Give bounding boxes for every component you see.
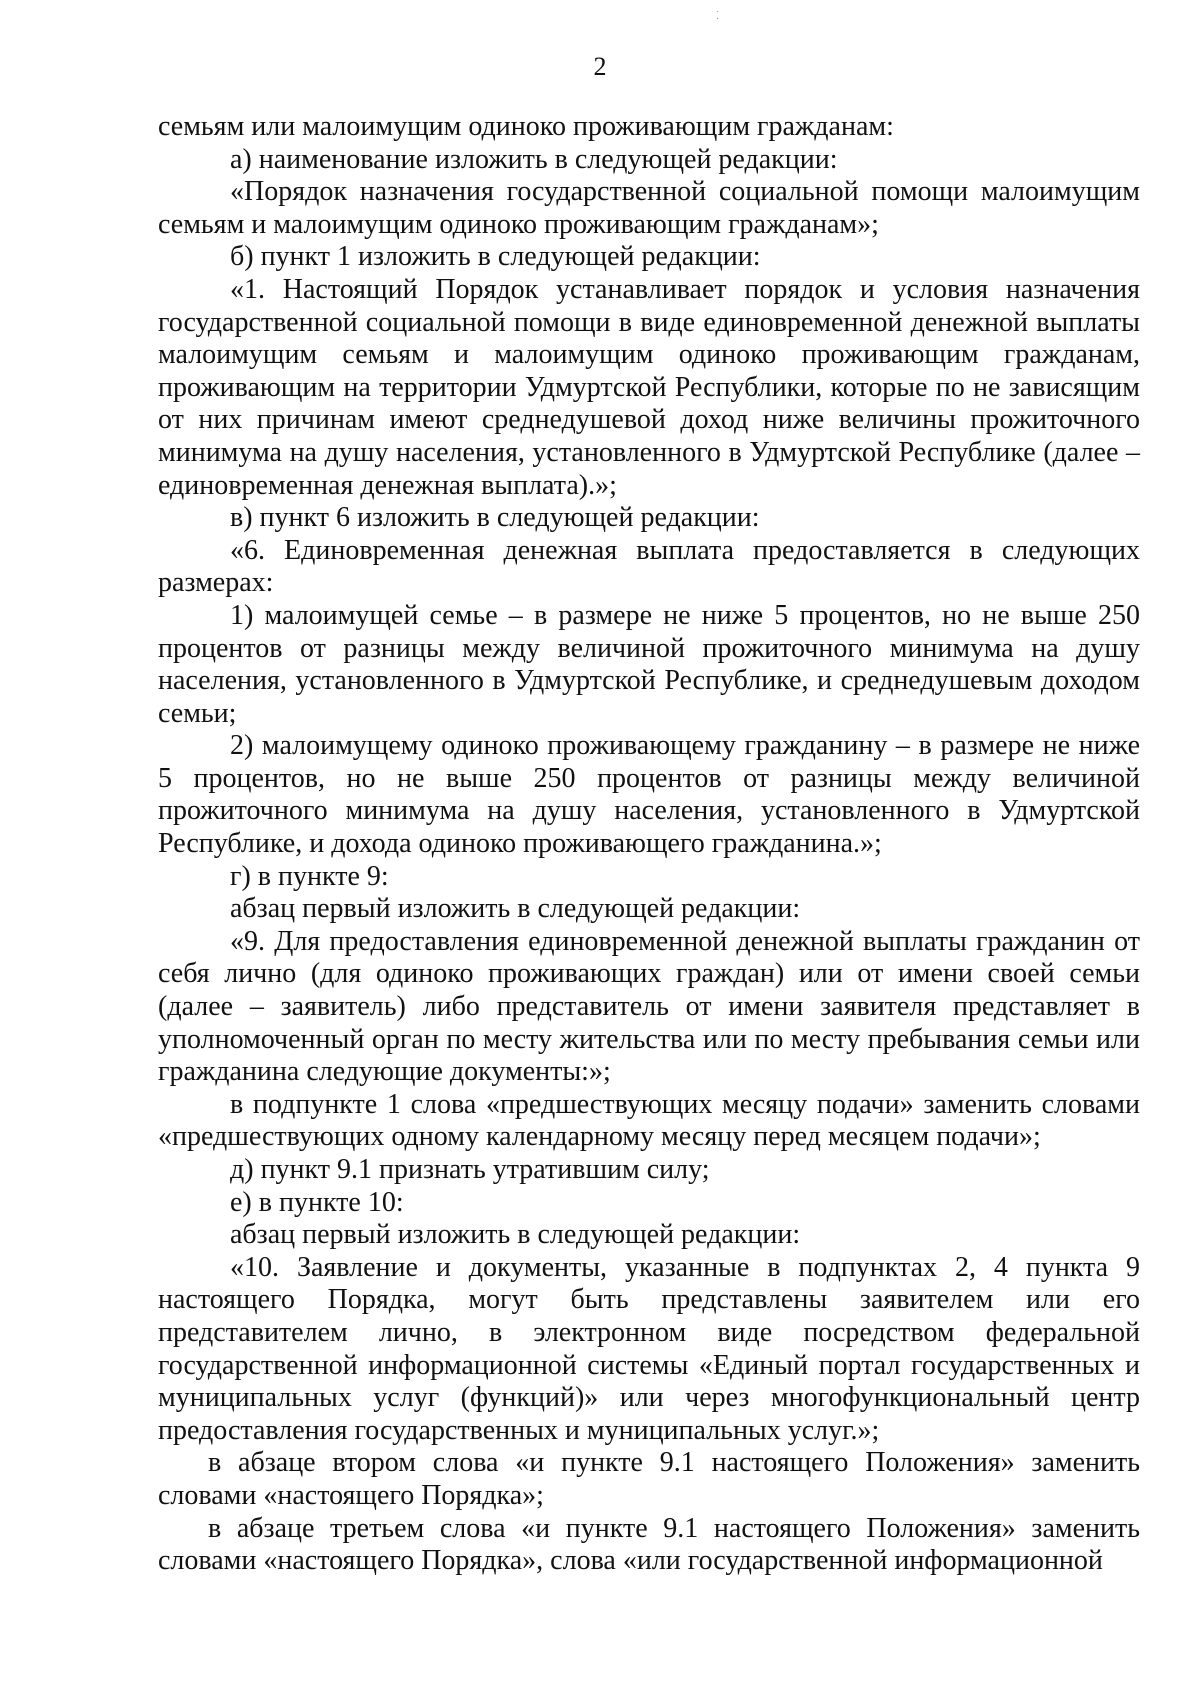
- paragraph-item-g: г) в пункте 9:: [230, 860, 389, 892]
- paragraph-point-10: «10. Заявление и документы, указанные в подпунктах 2, 4 пункта 9 настоящего Порядка, могут быть представлены заявителем или его представителем лично, в электронном виде посредством федеральной государственной информационной системы «Единый портал государственных и муниципальных услуг (функций)» или через многофункциональный центр предоставления государственных и муниципальных услуг.»;: [158, 1251, 1140, 1446]
- paragraph-first-paragraph-note: абзац первый изложить в следующей редакции:: [230, 893, 801, 925]
- scan-artifact: ˙ ·: [716, 10, 722, 25]
- page-number: 2: [593, 52, 607, 81]
- paragraph-point-6: «6. Единовременная денежная выплата предоставляется в следующих размерах:: [158, 534, 1140, 599]
- paragraph-title-quote: «Порядок назначения государственной социальной помощи малоимущим семьям и малоимущим одиноко проживающим гражданам»;: [158, 176, 1140, 240]
- paragraph-point-1: «1. Настоящий Порядок устанавливает порядок и условия назначения государственной социальной помощи в виде единовременной денежной выплаты малоимущим семьям и малоимущим одиноко проживающим гражданам, проживающим на территории Удмуртской Республики, которые по не зависящим от них причинам имеют среднедушевой доход ниже величины прожиточного минимума на душу населения, установленного в Удмуртской Республике (далее – единовременная денежная выплата).»;: [158, 273, 1140, 501]
- paragraph-item-a: а) наименование изложить в следующей редакции:: [230, 143, 838, 175]
- paragraph-third-paragraph: в абзаце третьем слова «и пункте 9.1 настоящего Положения» заменить словами «настоящего Порядка», слова «или государственной информационной: [158, 1512, 1140, 1577]
- paragraph-item-e: е) в пункте 10:: [230, 1186, 404, 1218]
- paragraph-subpoint-2: 2) малоимущему одиноко проживающему гражданину – в размере не ниже 5 процентов, но не выше 250 процентов от разницы между величиной прожиточного минимума на душу населения, установленного в Удмуртской Республике, и дохода одиноко проживающего гражданина.»;: [158, 730, 1140, 860]
- paragraph-item-v: в) пункт 6 изложить в следующей редакции:: [230, 502, 760, 534]
- paragraph-second-paragraph: в абзаце втором слова «и пункте 9.1 настоящего Положения» заменить словами «настоящего Порядка»;: [158, 1447, 1140, 1511]
- paragraph-item-d: д) пункт 9.1 признать утратившим силу;: [230, 1154, 710, 1185]
- paragraph-point-9: «9. Для предоставления единовременной денежной выплаты гражданин от себя лично (для одиноко проживающих граждан) или от имени своей семьи (далее – заявитель) либо представитель от имени заявителя представляет в уполномоченный орган по месту жительства или по месту пребывания семьи или гражданина следующие документы:»;: [158, 925, 1140, 1088]
- paragraph-subpoint-1-replace: в подпункте 1 слова «предшествующих месяцу подачи» заменить словами «предшествующих одному календарному месяцу перед месяцем подачи»;: [158, 1088, 1140, 1153]
- paragraph-first-paragraph-note-2: абзац первый изложить в следующей редакции:: [230, 1219, 801, 1251]
- paragraph-continuation: семьям или малоимущим одиноко проживающим гражданам:: [158, 111, 894, 142]
- paragraph-item-b: б) пункт 1 изложить в следующей редакции:: [230, 241, 761, 273]
- paragraph-subpoint-1: 1) малоимущей семье – в размере не ниже 5 процентов, но не выше 250 процентов от разницы между величиной прожиточного минимума на душу населения, установленного в Удмуртской Республике, и среднедушевым доходом семьи;: [158, 599, 1140, 729]
- document-body: [158, 111, 1140, 1578]
